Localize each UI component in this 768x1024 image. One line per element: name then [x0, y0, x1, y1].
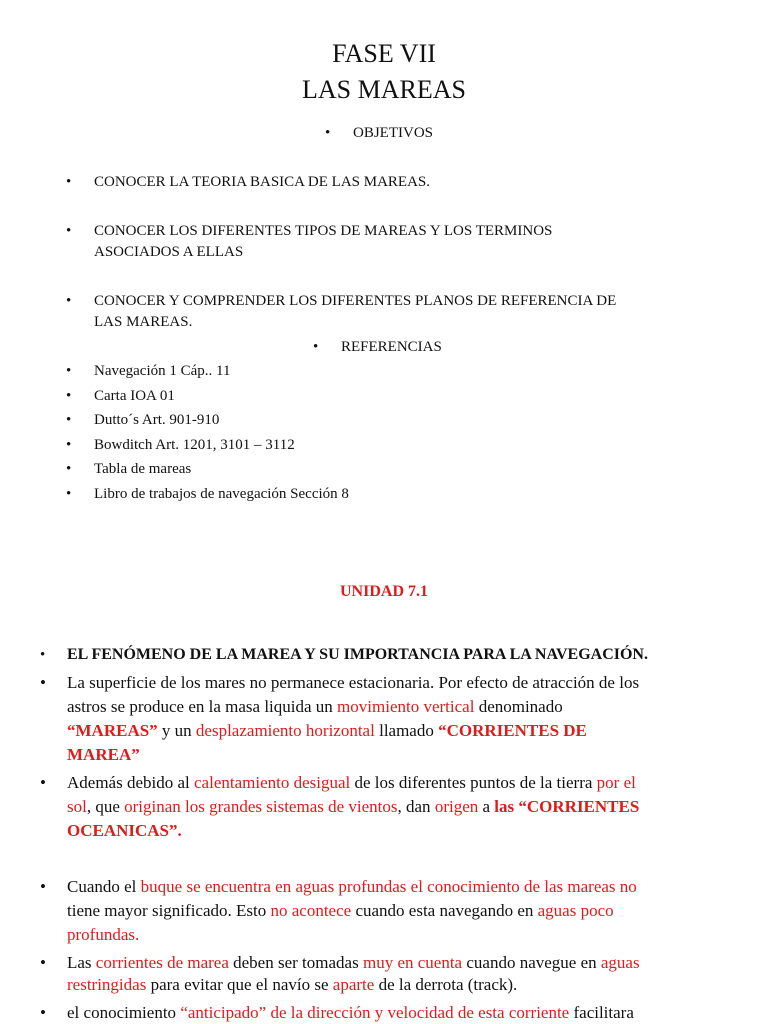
paragraph-line: Las corrientes de marea deben ser tomadas muy en cuenta cuando navegue en aguas	[67, 953, 640, 972]
paragraph-line: OCEANICAS”.	[67, 821, 182, 840]
bullet-marker: •	[66, 412, 72, 428]
paragraph-line: profundas.	[67, 925, 140, 944]
bullet-marker: •	[66, 363, 72, 379]
bullet-marker: •	[66, 486, 72, 502]
bullet-marker: •	[66, 293, 72, 309]
paragraph-line: MAREA”	[67, 745, 140, 764]
objetivo-item: ASOCIADOS A ELLAS	[94, 244, 244, 260]
paragraph-line: sol, que originan los grandes sistemas de vientos, dan origen a las “CORRIENTES	[67, 797, 640, 816]
referencia-item: Bowditch Art. 1201, 3101 – 3112	[94, 437, 295, 453]
paragraph-line: restringidas para evitar que el navío se aparte de la derrota (track).	[67, 975, 518, 994]
bullet-marker: •	[40, 647, 46, 663]
page-title-line2: LAS MAREAS	[302, 75, 466, 104]
referencias-heading: REFERENCIAS	[341, 339, 442, 355]
unidad-heading: UNIDAD 7.1	[340, 583, 428, 600]
bullet-marker: •	[40, 1003, 46, 1022]
bullet-marker: •	[66, 437, 72, 453]
referencia-item: Carta IOA 01	[94, 388, 175, 404]
bullet-marker: •	[66, 223, 72, 239]
referencia-item: Navegación 1 Cáp.. 11	[94, 363, 231, 379]
objetivo-item: CONOCER LA TEORIA BASICA DE LAS MAREAS.	[94, 174, 431, 190]
paragraph-line: Cuando el buque se encuentra en aguas profundas el conocimiento de las mareas no	[67, 877, 637, 896]
objetivo-item: CONOCER LOS DIFERENTES TIPOS DE MAREAS Y LOS TERMINOS	[94, 223, 553, 239]
objetivo-item: CONOCER Y COMPRENDER LOS DIFERENTES PLANOS DE REFERENCIA DE	[94, 293, 617, 309]
bullet-marker: •	[40, 877, 46, 896]
paragraph-line: “MAREAS” y un desplazamiento horizontal llamado “CORRIENTES DE	[67, 721, 587, 740]
paragraph-line: Además debido al calentamiento desigual de los diferentes puntos de la tierra por el	[67, 773, 636, 792]
paragraph-line: el conocimiento “anticipado” de la dirección y velocidad de esta corriente facilitara	[67, 1003, 634, 1022]
referencia-item: Tabla de mareas	[94, 461, 192, 477]
bullet-marker: •	[66, 174, 72, 190]
bullet-marker: •	[66, 388, 72, 404]
bullet-marker: •	[40, 773, 46, 792]
referencia-item: Libro de trabajos de navegación Sección 8	[94, 486, 349, 502]
page-title-line1: FASE VII	[332, 39, 436, 68]
objetivo-item: LAS MAREAS.	[94, 314, 193, 330]
bullet-marker: •	[40, 673, 46, 692]
unidad-item-1: EL FENÓMENO DE LA MAREA Y SU IMPORTANCIA PARA LA NAVEGACIÓN.	[67, 646, 648, 663]
paragraph-line: astros se produce en la masa liquida un movimiento vertical denominado	[67, 697, 563, 716]
paragraph-line: tiene mayor significado. Esto no acontece cuando esta navegando en aguas poco	[67, 901, 614, 920]
objetivos-heading: OBJETIVOS	[353, 125, 434, 141]
paragraph-line: La superficie de los mares no permanece estacionaria. Por efecto de atracción de los	[67, 673, 640, 692]
bullet-marker: •	[40, 953, 46, 972]
bullet-marker: •	[325, 125, 331, 141]
referencia-item: Dutto´s Art. 901-910	[94, 412, 220, 428]
bullet-marker: •	[313, 339, 319, 355]
bullet-marker: •	[66, 461, 72, 477]
